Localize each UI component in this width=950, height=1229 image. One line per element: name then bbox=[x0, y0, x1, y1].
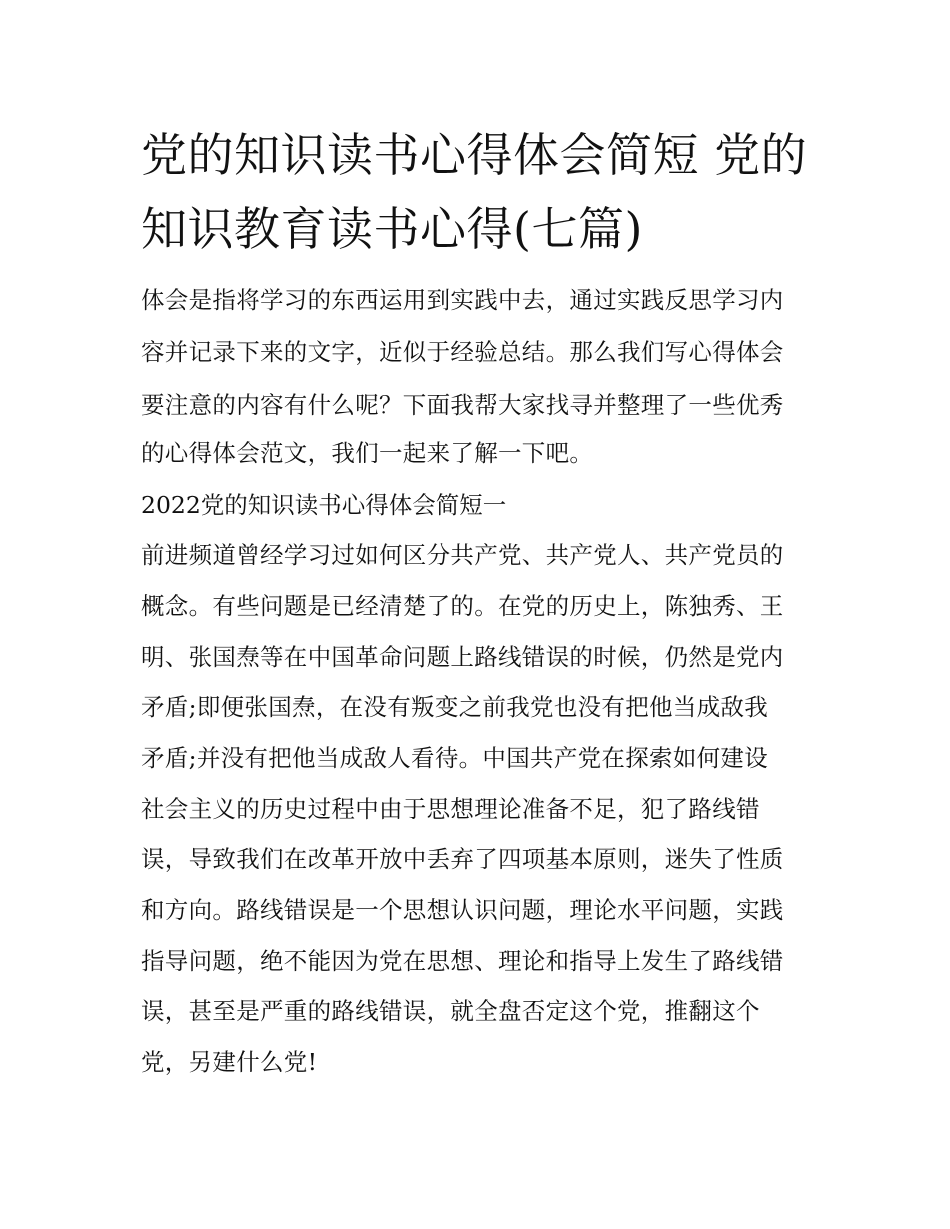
section-line-9: 指导问题，绝不能因为党在思想、理论和指导上发生了路线错 bbox=[141, 947, 784, 975]
intro-line-4: 的心得体会范文，我们一起来了解一下吧。 bbox=[141, 439, 594, 467]
section-line-8: 和方向。路线错误是一个思想认识问题，理论水平问题，实践 bbox=[141, 896, 784, 924]
section-line-3: 明、张国焘等在中国革命问题上路线错误的时候，仍然是党内 bbox=[141, 643, 784, 671]
section-line-2: 概念。有些问题是已经清楚了的。在党的历史上，陈独秀、王 bbox=[141, 592, 784, 620]
section-line-7: 误，导致我们在改革开放中丢弃了四项基本原则，迷失了性质 bbox=[141, 845, 784, 873]
section-heading: 2022党的知识读书心得体会简短一 bbox=[141, 491, 507, 519]
section-line-4: 矛盾;即便张国焘，在没有叛变之前我党也没有把他当成敌我 bbox=[141, 693, 769, 721]
section-line-1: 前进频道曾经学习过如何区分共产党、共产党人、共产党员的 bbox=[141, 541, 784, 569]
intro-line-3: 要注意的内容有什么呢？下面我帮大家找寻并整理了一些优秀 bbox=[141, 391, 784, 419]
section-line-6: 社会主义的历史过程中由于思想理论准备不足，犯了路线错 bbox=[141, 795, 760, 823]
intro-line-2: 容并记录下来的文字，近似于经验总结。那么我们写心得体会 bbox=[141, 338, 784, 366]
section-line-10: 误，甚至是严重的路线错误，就全盘否定这个党，推翻这个 bbox=[141, 997, 760, 1025]
section-line-5: 矛盾;并没有把他当成敌人看待。中国共产党在探索如何建设 bbox=[141, 744, 769, 772]
document-title: 党的知识读书心得体会简短 党的知识教育读书心得(七篇) bbox=[141, 128, 808, 256]
intro-line-1: 体会是指将学习的东西运用到实践中去，通过实践反思学习内 bbox=[141, 286, 784, 314]
section-line-11: 党，另建什么党! bbox=[141, 1048, 318, 1076]
